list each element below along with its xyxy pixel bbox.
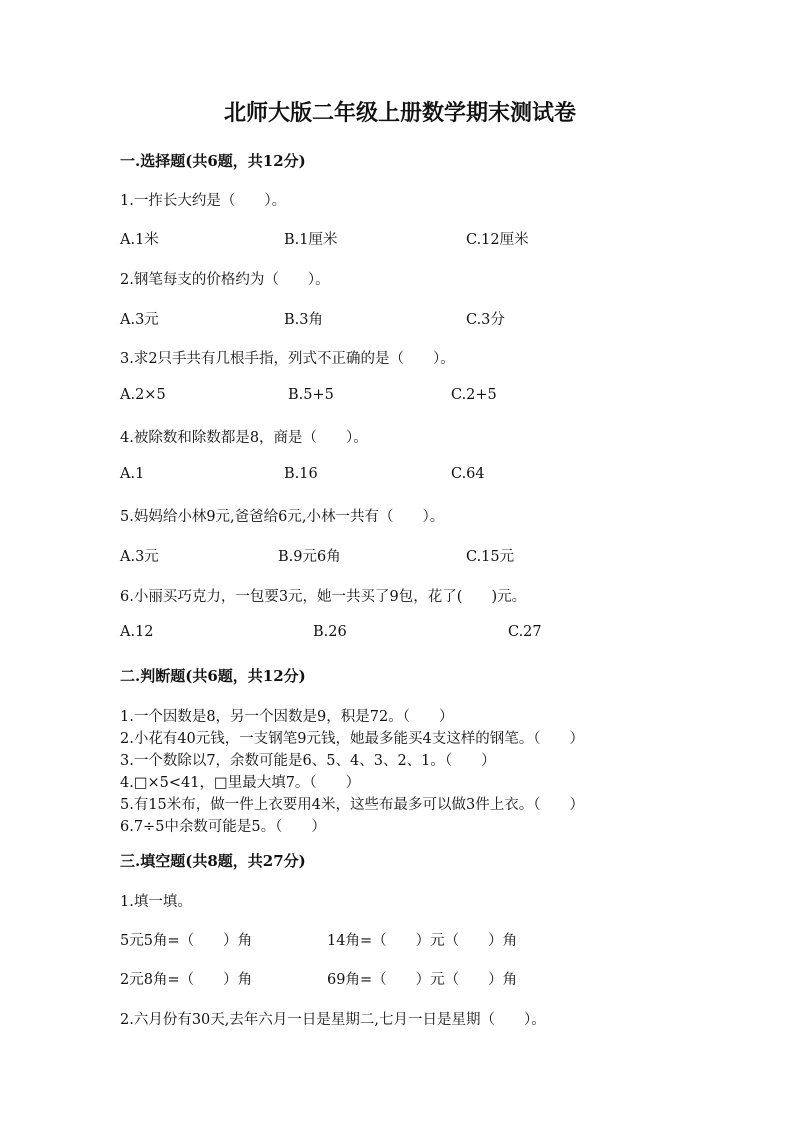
choice-option-4c: C.64 [451,466,485,482]
choice-question-3: 3.求2只手共有几根手指，列式不正确的是（ ）。 [120,351,455,367]
section-heading-choice: 一.选择题(共6题，共12分) [120,152,306,170]
choice-option-6b: B.26 [313,624,347,640]
choice-option-4a: A.1 [120,466,145,482]
choice-option-2b: B.3角 [284,312,323,328]
fill-blank-1a: 5元5角=（ ）角 [120,933,253,949]
choice-question-5: 5.妈妈给小林9元,爸爸给6元,小林一共有（ ）。 [120,509,445,525]
choice-option-3c: C.2+5 [451,387,497,403]
fill-question-2: 2.六月份有30天,去年六月一日是星期二,七月一日是星期（ ）。 [120,1012,546,1028]
choice-option-3b: B.5+5 [288,387,334,403]
choice-option-2c: C.3分 [466,312,505,328]
choice-option-1c: C.12厘米 [466,232,529,248]
judgment-item-5: 5.有15米布，做一件上衣要用4米，这些布最多可以做3件上衣。（ ） [120,797,584,813]
judgment-item-3: 3.一个数除以7，余数可能是6、5、4、3、2、1。（ ） [120,753,496,769]
choice-option-2a: A.3元 [120,312,159,328]
choice-option-5c: C.15元 [466,549,515,565]
choice-option-6a: A.12 [120,624,154,640]
choice-option-1a: A.1米 [120,232,159,248]
judgment-item-6: 6.7÷5中余数可能是5。（ ） [120,819,326,835]
fill-blank-1d: 69角=（ ）元（ ）角 [327,972,518,988]
choice-option-1b: B.1厘米 [284,232,338,248]
section-heading-judgment: 二.判断题(共6题，共12分) [120,667,306,685]
choice-question-1: 1.一拃长大约是（ ）。 [120,193,287,209]
page-title: 北师大版二年级上册数学期末测试卷 [223,100,576,126]
fill-question-1: 1.填一填。 [120,894,192,910]
judgment-item-4: 4.□×5<41，□里最大填7。（ ） [120,775,361,791]
choice-option-6c: C.27 [508,624,542,640]
fill-blank-1b: 14角=（ ）元（ ）角 [327,933,518,949]
choice-option-3a: A.2×5 [120,387,166,403]
choice-question-2: 2.钢笔每支的价格约为（ ）。 [120,272,330,288]
choice-option-4b: B.16 [284,466,318,482]
choice-option-5a: A.3元 [120,549,159,565]
section-heading-fill: 三.填空题(共8题，共27分) [120,852,306,870]
fill-blank-1c: 2元8角=（ ）角 [120,972,253,988]
judgment-item-2: 2.小花有40元钱，一支钢笔9元钱，她最多能买4支这样的钢笔。（ ） [120,731,584,747]
choice-question-4: 4.被除数和除数都是8，商是（ ）。 [120,430,368,446]
judgment-item-1: 1.一个因数是8，另一个因数是9，积是72。（ ） [120,709,454,725]
choice-question-6: 6.小丽买巧克力，一包要3元，她一共买了9包，花了( )元。 [120,589,527,605]
choice-option-5b: B.9元6角 [278,549,341,565]
